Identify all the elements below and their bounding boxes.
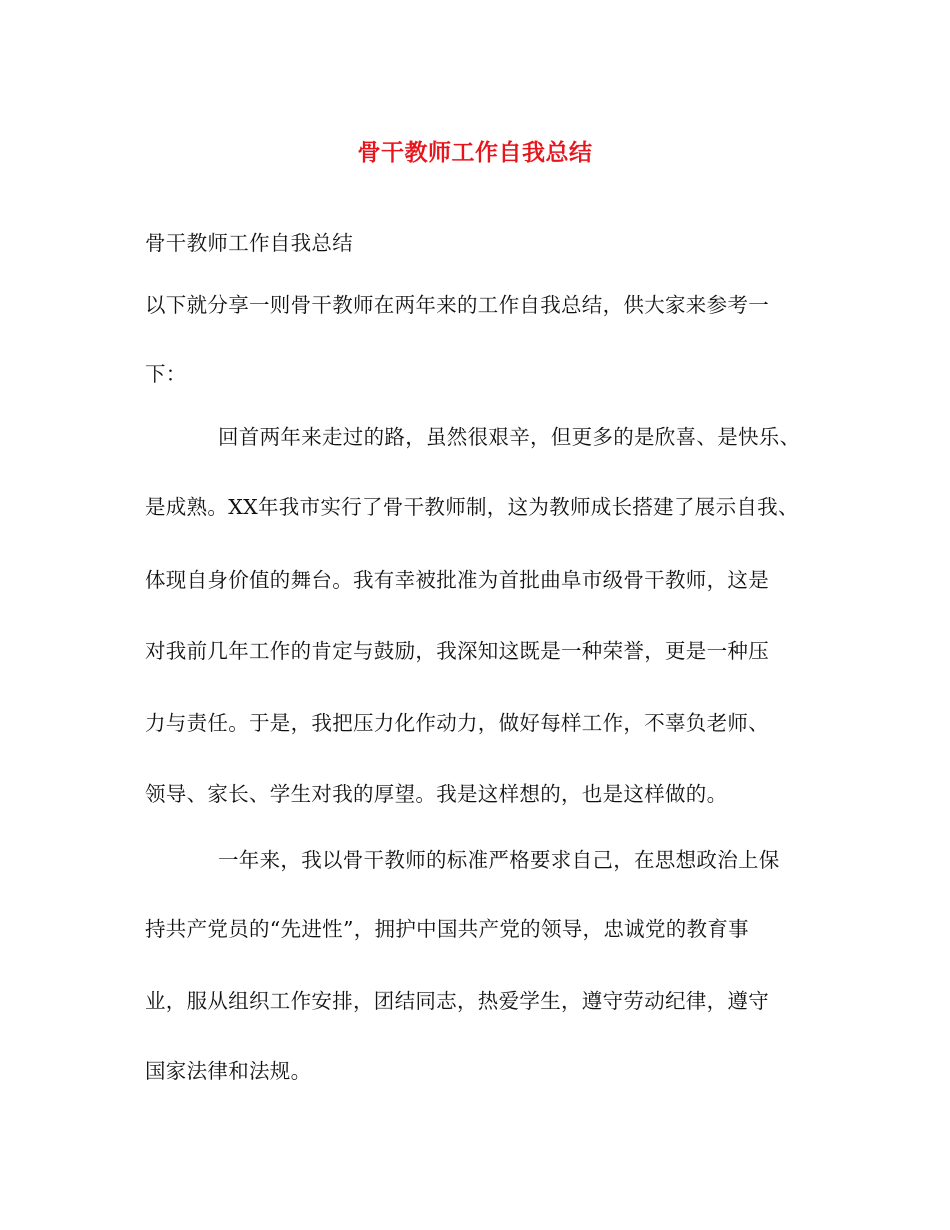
text-line-subtitle: 骨干教师工作自我总结 [145,231,353,255]
text-line: 业，服从组织工作安排，团结同志，热爱学生，遵守劳动纪律，遵守 [145,989,769,1013]
text-line: 国家法律和法规。 [145,1059,312,1083]
text-line: 力与责任。于是，我把压力化作动力，做好每样工作，不辜负老师、 [145,711,769,735]
paragraph-start-line: 一年来，我以骨干教师的标准严格要求自己，在思想政治上保 [218,848,780,872]
text-line: 对我前几年工作的肯定与鼓励，我深知这既是一种荣誉，更是一种压 [145,639,769,663]
text-line: 以下就分享一则骨干教师在两年来的工作自我总结，供大家来参考一 [145,293,769,317]
text-line: 下： [145,362,187,386]
text-line: 是成熟。XX年我市实行了骨干教师制，这为教师成长搭建了展示自我、 [145,495,799,519]
paragraph-start-line: 回首两年来走过的路，虽然很艰辛，但更多的是欣喜、是快乐、 [218,425,801,449]
document-title: 骨干教师工作自我总结 [357,139,593,166]
text-line: 持共产党员的“先进性”，拥护中国共产党的领导，忠诚党的教育事 [145,917,749,941]
text-line: 体现自身价值的舞台。我有幸被批准为首批曲阜市级骨干教师，这是 [145,568,769,592]
text-line: 领导、家长、学生对我的厚望。我是这样想的，也是这样做的。 [145,782,728,806]
